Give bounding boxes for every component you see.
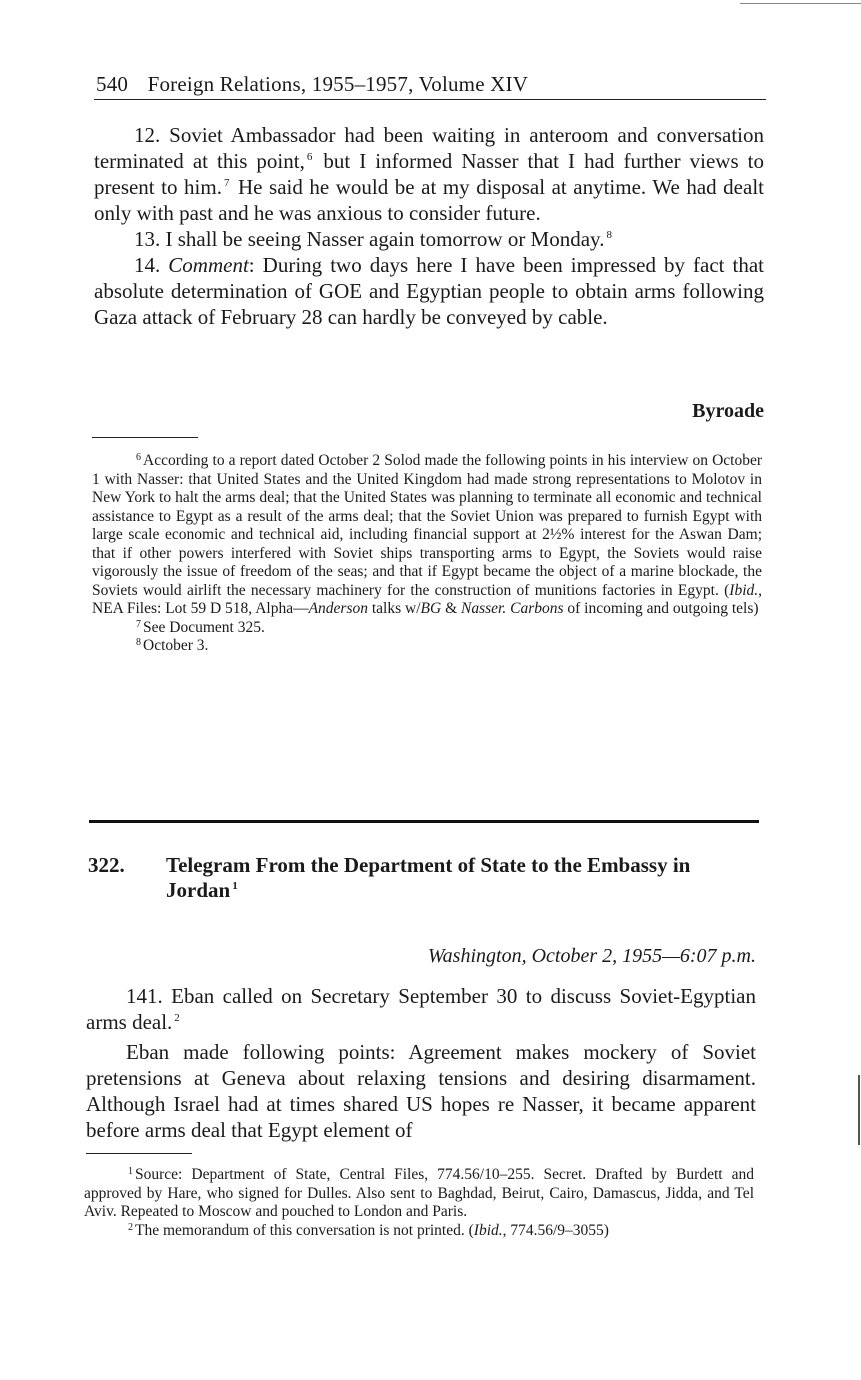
paragraph-14: 14. Comment: During two days here I have been impressed by fact that absolute determination of GOE and Egyptian people to obtain arms following Gaza attack of February 28 can hardly be conveyed by cable. [94,253,765,329]
paragraph-12: 12. Soviet Ambassador had been waiting in anteroom and conversation terminated at this point, $^6$ but I informed Nasser that I had further views to present to him. $^7$ He said he would be at my disposal at anytime. We had dealt only with past and he was anxious to consider future. [94,123,764,225]
dateline: Washington, October 2, 1955—6:07 p.m. [427,945,756,967]
footnote-7: $^7$ See Document 325. [136,618,265,636]
bottom-body-text [86,983,756,1143]
footnote-rule-bottom [86,1153,192,1154]
header-rule [94,99,766,100]
footnote-ref-6[interactable]: 6 [306,151,313,163]
footnotes-top [92,452,762,656]
footnote-ref-1[interactable]: 1 [232,880,238,892]
footnote-1: $^1$ Source: Department of State, Central Files, 774.56/10–255. Secret. Drafted by Burdett and approved by Hare, who signed for Dulles. Also sent to Baghdad, Beirut, Cairo, Damascus, Jidda, and Tel Aviv. Repeated to Moscow and pouched to London and Paris. [84,1166,754,1220]
section-divider [89,820,759,823]
running-header [96,72,766,97]
footnote-ref-7[interactable]: 7 [223,177,230,189]
paragraph-141: 141. Eban called on Secretary September 30 to discuss Soviet-Egyptian arms deal. $^2$ [86,984,756,1034]
document-title: Telegram From the Department of State to the Embassy in Jordan $^1$ [166,853,691,902]
comment-label: Comment [168,253,249,277]
running-title: Foreign Relations, 1955–1957, Volume XIV [147,72,529,96]
signature: Byroade [692,400,764,422]
scan-edge-mark [740,3,861,4]
footnote-2: $^2$ The memorandum of this conversation is not printed. (Ibid., 774.56/9–3055) [128,1221,609,1239]
footnote-rule-top [92,437,198,438]
top-body-text [94,122,764,330]
document-number: 322. [88,853,125,877]
paragraph-eban: Eban made following points: Agreement makes mockery of Soviet pretensions at Geneva about relaxing tensions and desiring disarmament. Although Israel had at times shared US hopes re Nasser, it became apparent before arms deal that Egypt element of [86,1040,756,1142]
scan-binding-mark [858,1075,860,1145]
footnote-ref-8[interactable]: 8 [606,229,612,241]
footnote-6: $^6$ According to a report dated October 2 Solod made the following points in his interview on October 1 with Nasser: that United States and the United Kingdom had made strong representations to Molotov in New York to halt the arms deal; that the United States was planning to terminate all economic and technical assistance to Egypt as a result of the arms deal; that the Soviet Union was prepared to furnish Egypt with large scale economic and technical aid, including financial support at 2½% interest for the Aswan Dam; that if other powers interfered with Soviet ships transporting arms to Egypt, the Soviets would raise vigorously the issue of freedom of the seas; and that if Egypt became the object of a marine blockade, the Soviets would airlift the necessary machinery for the construction of munitions factories in Egypt. (Ibid., NEA Files: Lot 59 D 518, Alpha—Anderson talks w/BG & Nasser. Carbons of incoming and outgoing tels) [92,452,762,617]
footnote-8: $^8$ October 3. [136,637,209,654]
footnotes-bottom [84,1166,754,1240]
paragraph-13: 13. I shall be seeing Nasser again tomorrow or Monday. $^8$ [134,227,612,251]
page-number: 540 [96,72,129,96]
footnote-ref-2[interactable]: 2 [174,1012,180,1024]
